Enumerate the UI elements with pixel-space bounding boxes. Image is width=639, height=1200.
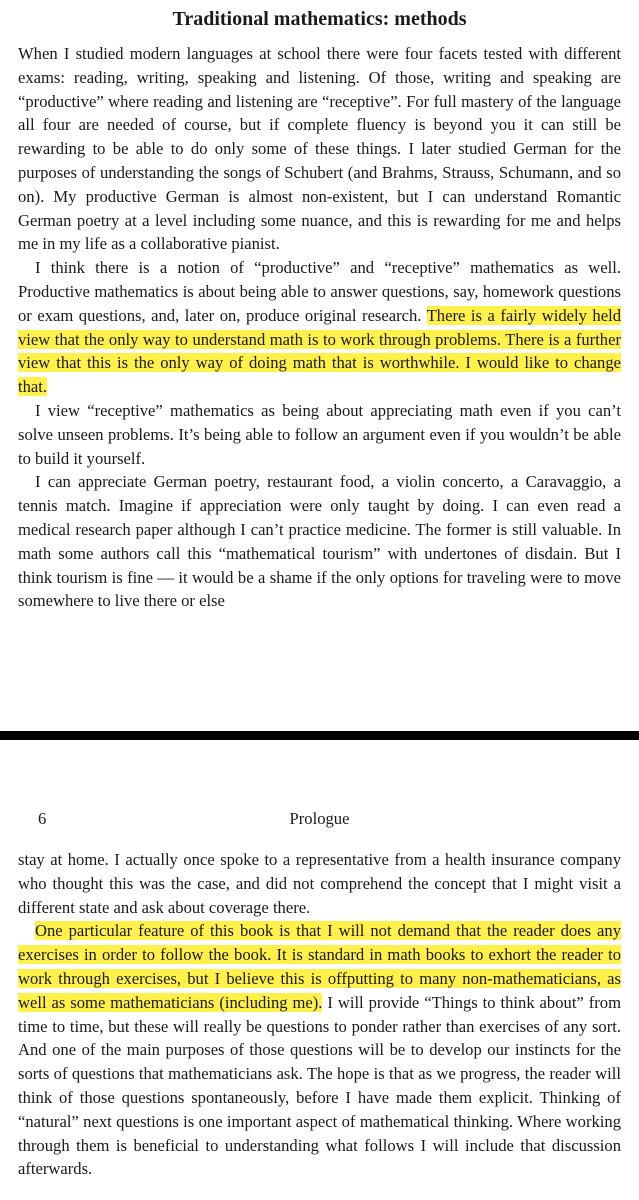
paragraph-appreciation: I can appreciate German poetry, restaurant food, a violin concerto, a Caravaggio, a tennis match. Imagine if appreciation were only taught by doing. I can even read a medical research paper although I can’t practice medicine. The former is still valuable. In math some authors call this “mathematical tourism” with undertones of disdain. But I think tourism is fine — it would be a shame if the only options for traveling were to move somewhere to live there or else <box>18 472 621 611</box>
book-page-bottom <box>0 739 639 1200</box>
highlighted-text[interactable]: One particular feature of this book is that I will not demand that the reader does any exercises in order to follow the book. It is standard in math books to exhort the reader to work through exercises, but I believe this is offputting to many non-mathematicians, as well as some mathematicians (including me). <box>18 921 621 1012</box>
section-title: Traditional mathematics: methods <box>172 8 467 30</box>
running-header <box>18 807 621 847</box>
paragraph-receptive-view: I view “receptive” mathematics as being about appreciating math even if you can’t solve unseen problems. It’s being able to follow an argument even if you wouldn’t be able to build it yourself. <box>18 400 621 468</box>
paragraph-languages: When I studied modern languages at school there were four facets tested with different exams: reading, writing, speaking and listening. Of those, writing and speaking are “productive” where reading and listening are “receptive”. For full mastery of the language all four are needed of course, but if complete fluency is beyond you it can still be rewarding to be able to do only some of these things. I later studied German for the purposes of understanding the songs of Schubert (and Brahms, Strauss, Schumann, and so on). My productive German is almost non-existent, but I can understand Romantic German poetry at a level including some nuance, and this is rewarding for me and helps me in my life as a collaborative pianist. <box>18 44 621 254</box>
paragraph-text: I will provide “Things to think about” from time to time, but these will really be questions to ponder rather than exercises of any sort. And one of the main purposes of those questions will be to develop our instincts for the sorts of questions that mathematicians ask. The hope is that as we progress, the reader will think of those questions spontaneously, before I have made them explicit. Thinking of “natural” next questions is one important aspect of mathematical thinking. Where working through them is beneficial to understanding what follows I will include that discussion afterwards. <box>18 992 621 1179</box>
paragraph-no-exercises <box>18 919 621 1181</box>
highlighted-text[interactable]: There is a fairly widely held view that the only way to understand math is to work through problems. There is a further view that this is the only way of doing math that is worthwhile. I would like to change that. <box>18 305 621 397</box>
paragraph-stay-home: stay at home. I actually once spoke to a representative from a health insurance company who thought this was the case, and did not comprehend the concept that I might visit a different state and ask about coverage there. <box>18 850 621 917</box>
page-number: 6 <box>38 809 47 828</box>
paragraph-productive-receptive <box>18 256 621 399</box>
running-title: Prologue <box>289 809 350 828</box>
paragraph-text: I think there is a notion of “productive” and “receptive” mathematics as well. Productive mathematics is about being able to answer questions, say, homework questions or exam questions, and, later on, produce original research. <box>18 258 621 325</box>
